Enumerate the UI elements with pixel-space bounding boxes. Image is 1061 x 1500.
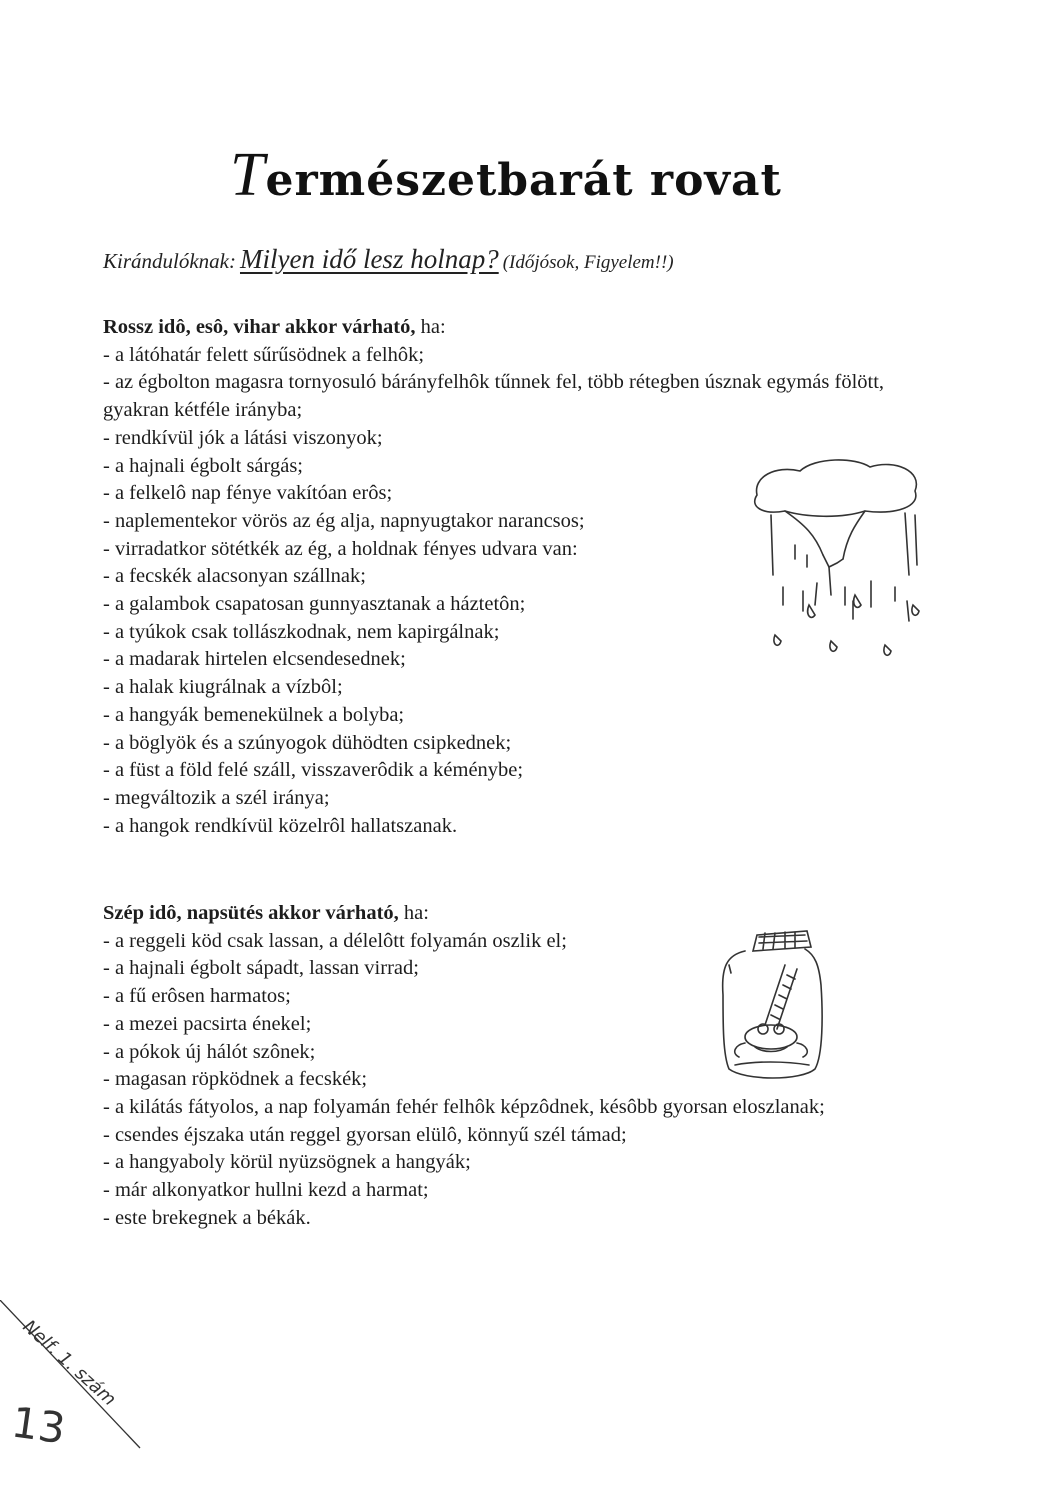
subtitle bbox=[103, 244, 923, 275]
list-item: - a hajnali égbolt sápadt, lassan virrad; bbox=[103, 957, 419, 980]
subtitle-question: Milyen idő lesz holnap? bbox=[239, 244, 499, 274]
issue-note: Nelf. 1. szám bbox=[18, 1316, 120, 1411]
list-item: - a felkelô nap fénye vakítóan erôs; bbox=[103, 482, 393, 505]
list-item: - rendkívül jók a látási viszonyok; bbox=[103, 426, 383, 449]
list-item: - a pókok új hálót szônek; bbox=[103, 1040, 316, 1063]
title-first-letter: T bbox=[230, 141, 266, 209]
list-item: - a hangyaboly körül nyüzsögnek a hangyák; bbox=[103, 1151, 471, 1174]
list-item: - a reggeli köd csak lassan, a délelôtt folyamán oszlik el; bbox=[103, 929, 567, 952]
subtitle-audience: Kirándulóknak: bbox=[103, 249, 236, 273]
list-item: - megváltozik a szél iránya; bbox=[103, 786, 330, 809]
list-item: - a tyúkok csak tollászkodnak, nem kapirgálnak; bbox=[103, 620, 500, 643]
list-item: - a mezei pacsirta énekel; bbox=[103, 1012, 312, 1035]
page-number: 13 bbox=[8, 1397, 69, 1454]
list-item: - a halak kiugrálnak a vízbôl; bbox=[103, 676, 343, 699]
list-item: - csendes éjszaka után reggel gyorsan elülô, könnyű szél támad; bbox=[103, 1123, 627, 1146]
bad-weather-heading: Rossz idô, esô, vihar akkor várható, ha: bbox=[103, 316, 446, 338]
list-item: - a füst a föld felé száll, visszaverôdik a kéménybe; bbox=[103, 759, 524, 782]
list-item: - a madarak hirtelen elcsendesednek; bbox=[103, 648, 406, 671]
page-title bbox=[230, 140, 830, 211]
good-weather-heading: Szép idô, napsütés akkor várható, ha: bbox=[103, 902, 429, 924]
subtitle-note: (Időjósok, Figyelem!!) bbox=[502, 252, 674, 273]
list-item: - a hajnali égbolt sárgás; bbox=[103, 454, 304, 477]
list-item: - naplementekor vörös az ég alja, napnyugtakor narancsos; bbox=[103, 509, 585, 532]
title-rest: ermészetbarát rovat bbox=[265, 155, 782, 206]
list-item: - virradatkor sötétkék az ég, a holdnak fényes udvara van: bbox=[103, 537, 578, 560]
frog-jar-illustration bbox=[715, 925, 830, 1085]
list-item: - a fecskék alacsonyan szállnak; bbox=[103, 565, 366, 588]
list-item: - a fű erôsen harmatos; bbox=[103, 985, 291, 1008]
rain-cloud-illustration bbox=[745, 455, 935, 670]
list-item: - a hangok rendkívül közelrôl hallatszanak. bbox=[103, 814, 458, 837]
list-item: - a galambok csapatosan gunnyasztanak a háztetôn; bbox=[103, 593, 526, 616]
list-item: - este brekegnek a békák. bbox=[103, 1206, 311, 1229]
page-number-corner bbox=[0, 1300, 180, 1480]
list-item: - a kilátás fátyolos, a nap folyamán fehér felhôk képzôdnek, késôbb gyorsan eloszlanak; bbox=[103, 1095, 825, 1118]
list-item: - az égbolton magasra tornyosuló bárányfelhôk tűnnek fel, több rétegben úsznak egymás fölött, gyakran kétféle irányba; bbox=[103, 371, 885, 422]
list-item: - magasan röpködnek a fecskék; bbox=[103, 1068, 368, 1091]
list-item: - a látóhatár felett sűrűsödnek a felhôk; bbox=[103, 343, 425, 366]
list-item: - a hangyák bemenekülnek a bolyba; bbox=[103, 703, 405, 726]
list-item: - a böglyök és a szúnyogok dühödten csipkednek; bbox=[103, 731, 512, 754]
list-item: - már alkonyatkor hullni kezd a harmat; bbox=[103, 1179, 429, 1202]
